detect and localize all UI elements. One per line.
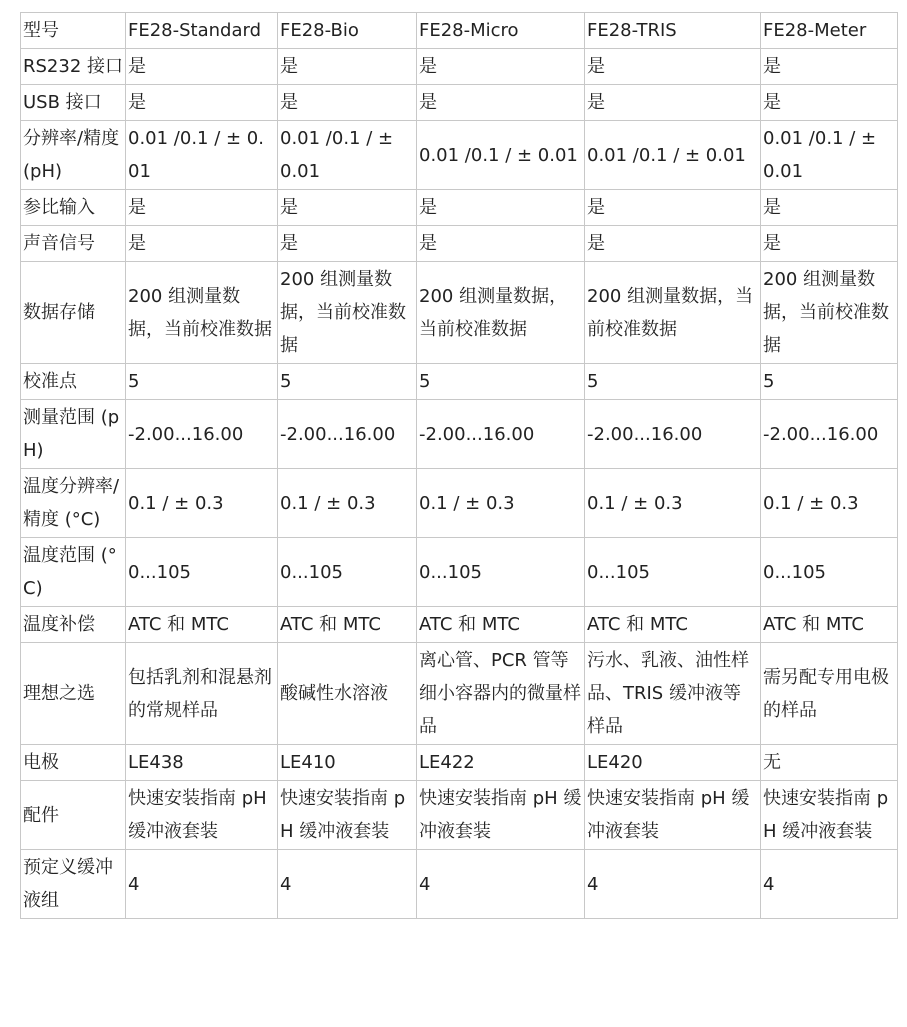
- table-cell: 0.01 /0.1 / ± 0.01: [585, 121, 761, 190]
- table-cell: 4: [126, 850, 278, 919]
- table-cell: 是: [417, 226, 585, 262]
- table-cell: 0.01 /0.1 / ± 0.01: [761, 121, 898, 190]
- table-cell: ATC 和 MTC: [761, 607, 898, 643]
- table-cell: 是: [126, 85, 278, 121]
- table-cell: 是: [126, 49, 278, 85]
- row-label-cell: 理想之选: [21, 643, 126, 745]
- table-cell: 是: [417, 190, 585, 226]
- table-cell: 4: [278, 850, 417, 919]
- table-cell: 200 组测量数据，当前校准数据: [761, 262, 898, 364]
- table-cell: 是: [761, 49, 898, 85]
- table-cell: 200 组测量数据，当前校准数据: [585, 262, 761, 364]
- spec-comparison-table: [20, 12, 898, 919]
- table-cell: 是: [417, 85, 585, 121]
- table-cell: -2.00...16.00: [585, 400, 761, 469]
- header-cell: FE28-Standard: [126, 13, 278, 49]
- header-cell: FE28-TRIS: [585, 13, 761, 49]
- table-row: [21, 538, 898, 607]
- table-cell: 包括乳剂和混悬剂的常规样品: [126, 643, 278, 745]
- row-label-cell: 温度范围 (°C): [21, 538, 126, 607]
- table-cell: 5: [126, 364, 278, 400]
- table-cell: 快速安装指南 pH 缓冲液套装: [761, 781, 898, 850]
- table-row: [21, 400, 898, 469]
- row-label-cell: 数据存储: [21, 262, 126, 364]
- table-row: [21, 190, 898, 226]
- table-cell: 0.1 / ± 0.3: [585, 469, 761, 538]
- table-row: [21, 745, 898, 781]
- table-row: [21, 49, 898, 85]
- table-cell: 4: [585, 850, 761, 919]
- table-cell: -2.00...16.00: [761, 400, 898, 469]
- table-body: [21, 13, 898, 919]
- table-cell: 5: [278, 364, 417, 400]
- table-cell: 是: [585, 226, 761, 262]
- table-cell: 0.1 / ± 0.3: [761, 469, 898, 538]
- table-cell: ATC 和 MTC: [126, 607, 278, 643]
- table-cell: 0.1 / ± 0.3: [126, 469, 278, 538]
- table-cell: 4: [417, 850, 585, 919]
- row-label-cell: 测量范围 (pH): [21, 400, 126, 469]
- table-cell: 是: [761, 85, 898, 121]
- table-cell: 是: [278, 226, 417, 262]
- table-cell: 污水、乳液、油性样品、TRIS 缓冲液等样品: [585, 643, 761, 745]
- table-row: [21, 364, 898, 400]
- table-cell: LE420: [585, 745, 761, 781]
- header-cell: 型号: [21, 13, 126, 49]
- table-cell: 是: [126, 190, 278, 226]
- table-cell: 5: [585, 364, 761, 400]
- table-cell: 是: [585, 85, 761, 121]
- row-label-cell: 温度补偿: [21, 607, 126, 643]
- row-label-cell: 预定义缓冲液组: [21, 850, 126, 919]
- table-cell: 需另配专用电极的样品: [761, 643, 898, 745]
- table-row: [21, 607, 898, 643]
- table-cell: -2.00...16.00: [417, 400, 585, 469]
- table-cell: 是: [126, 226, 278, 262]
- table-cell: 200 组测量数据，当前校准数据: [278, 262, 417, 364]
- table-cell: LE438: [126, 745, 278, 781]
- table-row: [21, 121, 898, 190]
- table-row: [21, 643, 898, 745]
- table-cell: 0.01 /0.1 / ± 0.01: [126, 121, 278, 190]
- table-cell: 离心管、PCR 管等细小容器内的微量样品: [417, 643, 585, 745]
- table-cell: 200 组测量数据，当前校准数据: [417, 262, 585, 364]
- table-cell: 快速安装指南 pH 缓冲液套装: [278, 781, 417, 850]
- table-row: [21, 262, 898, 364]
- table-cell: 0.1 / ± 0.3: [417, 469, 585, 538]
- table-cell: LE410: [278, 745, 417, 781]
- header-cell: FE28-Bio: [278, 13, 417, 49]
- table-row: [21, 85, 898, 121]
- table-cell: 5: [761, 364, 898, 400]
- header-cell: FE28-Meter: [761, 13, 898, 49]
- table-cell: ATC 和 MTC: [417, 607, 585, 643]
- table-cell: 0.01 /0.1 / ± 0.01: [278, 121, 417, 190]
- table-cell: 0.01 /0.1 / ± 0.01: [417, 121, 585, 190]
- table-row: [21, 781, 898, 850]
- table-cell: 5: [417, 364, 585, 400]
- header-cell: FE28-Micro: [417, 13, 585, 49]
- table-row: [21, 469, 898, 538]
- row-label-cell: 校准点: [21, 364, 126, 400]
- table-cell: 0...105: [278, 538, 417, 607]
- table-cell: 是: [278, 190, 417, 226]
- table-cell: ATC 和 MTC: [585, 607, 761, 643]
- table-cell: 是: [278, 49, 417, 85]
- table-cell: 是: [761, 226, 898, 262]
- table-cell: 快速安装指南 pH 缓冲液套装: [126, 781, 278, 850]
- table-cell: 快速安装指南 pH 缓冲液套装: [417, 781, 585, 850]
- table-cell: 0...105: [585, 538, 761, 607]
- table-cell: 快速安装指南 pH 缓冲液套装: [585, 781, 761, 850]
- row-label-cell: 分辨率/精度 (pH): [21, 121, 126, 190]
- table-cell: -2.00...16.00: [126, 400, 278, 469]
- table-cell: 是: [585, 190, 761, 226]
- table-cell: 200 组测量数据，当前校准数据: [126, 262, 278, 364]
- table-cell: ATC 和 MTC: [278, 607, 417, 643]
- table-cell: 是: [278, 85, 417, 121]
- table-cell: 0...105: [126, 538, 278, 607]
- table-row: [21, 226, 898, 262]
- row-label-cell: RS232 接口: [21, 49, 126, 85]
- table-cell: 酸碱性水溶液: [278, 643, 417, 745]
- table-cell: LE422: [417, 745, 585, 781]
- table-cell: 0.1 / ± 0.3: [278, 469, 417, 538]
- spec-table-container: [20, 12, 898, 919]
- row-label-cell: 电极: [21, 745, 126, 781]
- table-cell: 是: [585, 49, 761, 85]
- header-row: [21, 13, 898, 49]
- row-label-cell: 声音信号: [21, 226, 126, 262]
- row-label-cell: 温度分辨率/精度 (°C): [21, 469, 126, 538]
- table-cell: 4: [761, 850, 898, 919]
- table-cell: 0...105: [761, 538, 898, 607]
- row-label-cell: 参比输入: [21, 190, 126, 226]
- table-cell: -2.00...16.00: [278, 400, 417, 469]
- table-cell: 是: [417, 49, 585, 85]
- row-label-cell: USB 接口: [21, 85, 126, 121]
- row-label-cell: 配件: [21, 781, 126, 850]
- table-row: [21, 850, 898, 919]
- table-cell: 0...105: [417, 538, 585, 607]
- table-cell: 无: [761, 745, 898, 781]
- table-cell: 是: [761, 190, 898, 226]
